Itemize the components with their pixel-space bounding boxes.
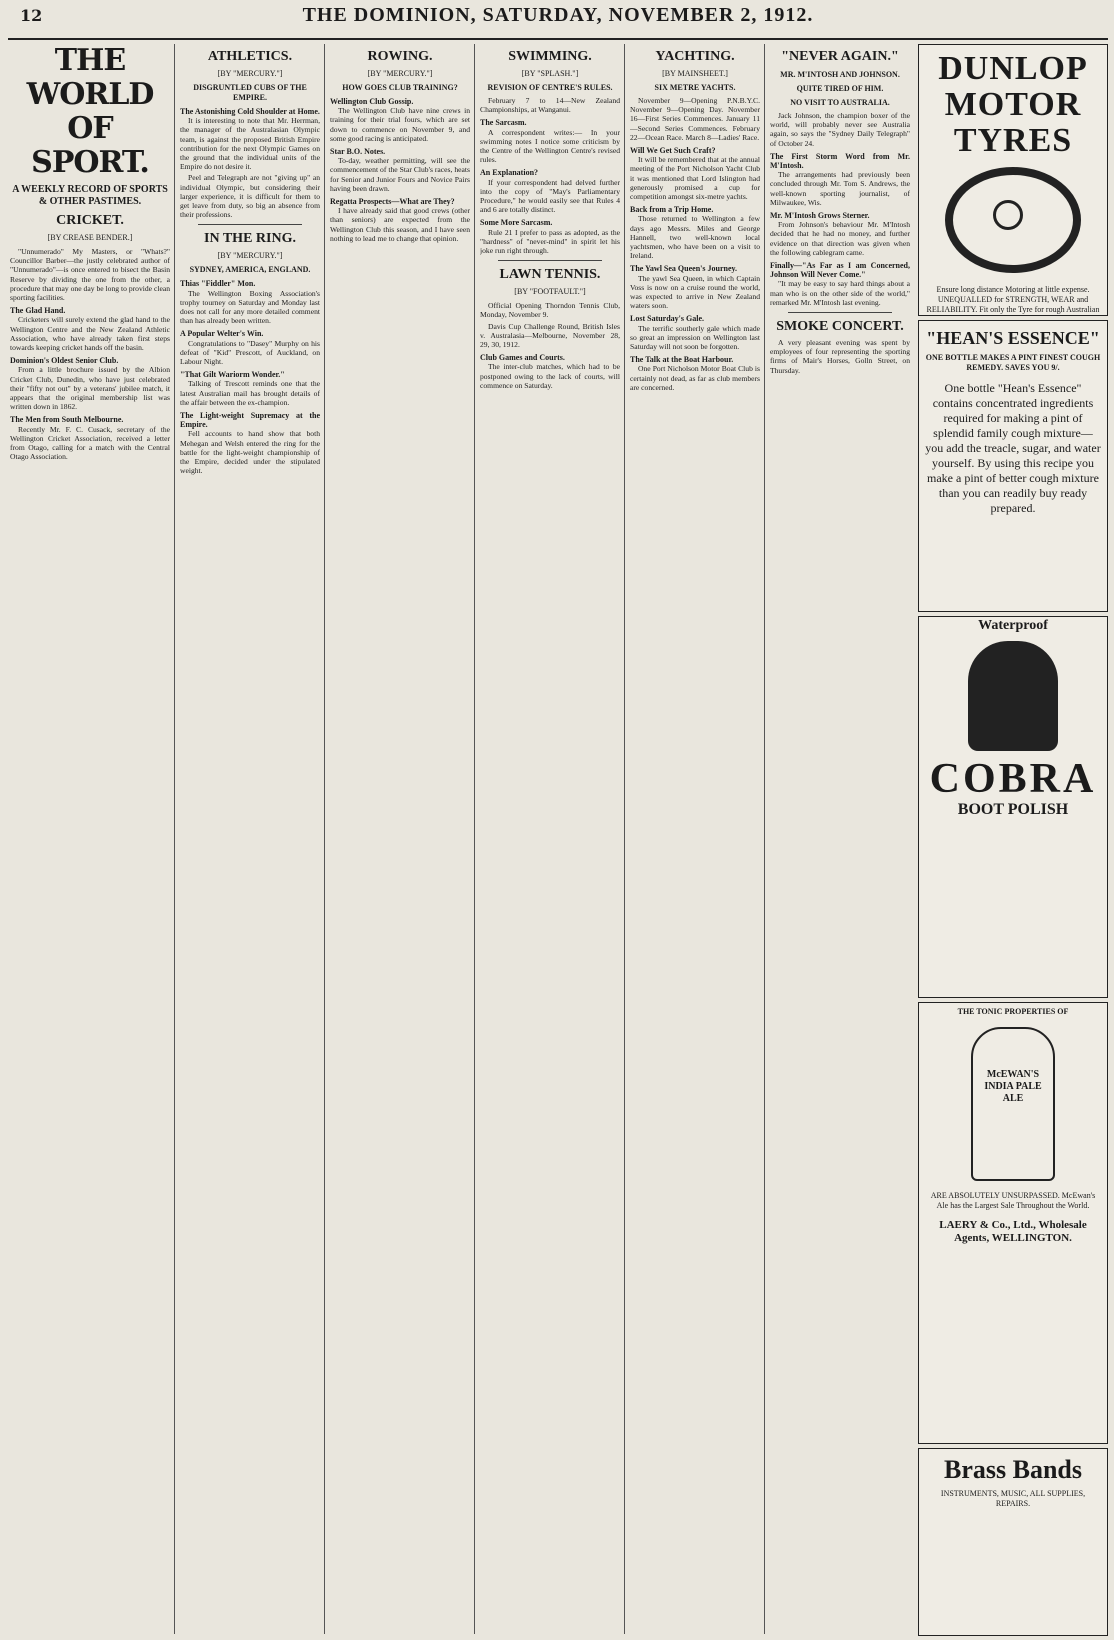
column-cricket xyxy=(10,44,170,1634)
smoke-concert-paragraph: A very pleasant evening was spent by employees of four representing the sporting firms of Mair's Horses, Golln Street, on Thursday. xyxy=(770,338,910,375)
brass-bands-ad xyxy=(918,1448,1108,1636)
heans-ad-title: "HEAN'S ESSENCE" xyxy=(926,328,1100,348)
rowing-byline: [BY "MERCURY."] xyxy=(367,69,433,78)
cricket-heading: CRICKET. xyxy=(56,213,124,228)
never-again-paragraph: Jack Johnson, the champion boxer of the world, will probably never see Australia again, so says the "Sydney Daily Telegraph" of October 24. xyxy=(770,111,910,148)
yachting-paragraph: The terrific southerly gale which made so great an impression on Wellington last Saturday will not soon be forgotten. xyxy=(630,323,760,352)
cricket-paragraph: From a little brochure issued by the Albion Cricket Club, Dunedin, who have just celebrated their "fifty not out" by a veterans' jubilee match, it appears that the original membership list was written down in 1862. xyxy=(10,365,170,412)
ring-subhead: A Popular Welter's Win. xyxy=(180,329,264,339)
rowing-subhead: Wellington Club Gossip. xyxy=(330,97,414,106)
column-yachting xyxy=(630,44,760,1634)
swimming-subhead: Some More Sarcasm. xyxy=(480,218,553,228)
cricket-subhead: Dominion's Oldest Senior Club. xyxy=(10,356,119,366)
masthead xyxy=(8,0,1108,40)
rowing-paragraph: I have already said that good crews (other than seniors) are expected from the Wellington Club this season, and I have seen nothing to lead me to change that opinion. xyxy=(330,206,470,243)
tennis-paragraph: Davis Cup Challenge Round, British Isles v. Australasia—Melbourne, November 28, 29, 30, 1912. xyxy=(480,321,620,350)
never-again-subhead: Mr. M'Intosh Grows Sterner. xyxy=(770,211,870,221)
ring-paragraph: Fell accounts to hand show that both Mehegan and Welsh entered the ring for the battle for the light-weight championship of the Empire, decided under the stipulated weight. xyxy=(180,429,320,476)
ring-subhead: The Light-weight Supremacy at the Empire. xyxy=(180,411,320,430)
never-again-subhead: Finally—"As Far as I am Concerned, Johnson Will Never Come." xyxy=(770,261,910,280)
column-rowing xyxy=(330,44,470,1634)
heans-essence-ad xyxy=(918,320,1108,612)
ring-subhead: "That Gilt Wariorm Wonder." xyxy=(180,370,285,380)
cobra-polish-ad xyxy=(918,616,1108,998)
yachting-subhead: The Talk at the Boat Harbour. xyxy=(630,355,734,365)
column-swimming xyxy=(480,44,620,1634)
ring-paragraph: Congratulations to "Dasey" Murphy on his defeat of "Kid" Prescott, of Auckland, on Labour Night. xyxy=(180,338,320,367)
swimming-paragraph: If your correspondent had delved further into the copy of "May's Parliamentary Procedure," he would easily see that Rules 4 and 6 are totally distinct. xyxy=(480,177,620,215)
dunlop-ad-title: DUNLOP MOTOR TYRES xyxy=(938,50,1088,159)
column-rule xyxy=(474,44,475,1634)
never-again-headline: QUITE TIRED OF HIM. xyxy=(796,84,884,93)
swimming-paragraph: A correspondent writes:— In your swimming notes I notice some criticism by the Centre of the Wellington Centre's revised rules. xyxy=(480,127,620,165)
never-again-heading: "NEVER AGAIN." xyxy=(781,49,899,64)
swimming-dates: February 7 to 14—New Zealand Championships, at Wanganui. xyxy=(480,96,620,115)
yachting-heading: YACHTING. xyxy=(655,49,735,64)
mcewan-ad-agent: LAERY & Co., Ltd., Wholesale Agents, WELLINGTON. xyxy=(939,1219,1087,1244)
smoke-concert-heading: SMOKE CONCERT. xyxy=(776,319,904,335)
yachting-subhead: Lost Saturday's Gale. xyxy=(630,314,705,324)
yachting-paragraph: Those returned to Wellington a few days ago Messrs. Miles and George Hannell, two well-known local yachtsmen, who have been on a visit to Ireland. xyxy=(630,214,760,261)
never-again-subhead: The First Storm Word from Mr. M'Intosh. xyxy=(770,151,910,171)
cobra-ad-title: COBRA xyxy=(929,756,1097,802)
mcewan-bottle-label: McEWAN'S INDIA PALE ALE xyxy=(984,1069,1042,1104)
rowing-paragraph: To-day, weather permitting, will see the commencement of the Star Club's races, heats for Senior and Junior Fours and Novice Pairs having been drawn. xyxy=(330,156,470,193)
rowing-subhead: Regatta Prospects—What are They? xyxy=(330,197,455,207)
column-rule xyxy=(174,44,175,1634)
swimming-heading: SWIMMING. xyxy=(508,49,592,64)
ring-headline: SYDNEY, AMERICA, ENGLAND. xyxy=(189,265,311,275)
cricket-subhead: The Men from South Melbourne. xyxy=(10,415,124,425)
never-again-paragraph: From Johnson's behaviour Mr. M'Intosh decided that he had no money, and further evidence on that direction was given when the following cablegram came. xyxy=(770,220,910,257)
ring-heading: IN THE RING. xyxy=(204,231,296,247)
mcewan-ad-text: ARE ABSOLUTELY UNSURPASSED. McEwan's Ale has the Largest Sale Throughout the World. xyxy=(930,1191,1096,1210)
yachting-paragraph: One Port Nicholson Motor Boat Club is certainly not dead, as far as club members are concerned. xyxy=(630,364,760,392)
cricket-byline: [BY CREASE BENDER.] xyxy=(47,233,133,242)
cricket-subhead: The Glad Hand. xyxy=(10,306,66,316)
yachting-paragraph: The yawl Sea Queen, in which Captain Voss is now on a cruise round the world, was expected to arrive in New Zealand waters soon. xyxy=(630,273,760,311)
brass-ad-title: Brass Bands xyxy=(944,1455,1082,1484)
world-of-sport-title: THE WORLD OF SPORT. xyxy=(26,44,154,180)
tennis-heading: LAWN TENNIS. xyxy=(499,267,601,283)
never-again-paragraph: "It may be easy to say hard things about a man who is on the other side of the world," remarked Mr. M'Intosh last evening. xyxy=(770,279,910,307)
column-never-again xyxy=(770,44,910,1634)
cricket-paragraph: Cricketers will surely extend the glad hand to the Wellington Centre and the New Zealand Athletic Association, who have already taken first steps towards keeping cricket hands off the basin. xyxy=(10,315,170,353)
yachting-subhead: Will We Get Such Craft? xyxy=(630,146,716,156)
divider xyxy=(498,260,602,261)
dunlop-ad xyxy=(918,44,1108,316)
ring-byline: [BY "MERCURY."] xyxy=(217,251,283,261)
brass-ad-text: INSTRUMENTS, MUSIC, ALL SUPPLIES, REPAIRS. xyxy=(940,1489,1086,1508)
mcewan-ad-title: THE TONIC PROPERTIES OF xyxy=(957,1007,1069,1016)
column-athletics xyxy=(180,44,320,1634)
bottle-icon xyxy=(971,1027,1055,1181)
cobra-ad-subtitle: BOOT POLISH xyxy=(957,801,1069,818)
heans-ad-text: One bottle "Hean's Essence" contains concentrated ingredients required for making a pint of splendid family cough mixture—you add the treacle, sugar, and water yourself. By using this recipe you make a pint of better cough mixture than you can readily buy ready prepared. xyxy=(925,381,1101,515)
rowing-subhead: Star B.O. Notes. xyxy=(330,147,386,157)
ring-paragraph: Talking of Trescott reminds one that the latest Australian mail has brought details of the affair between the ex-champion. xyxy=(180,379,320,407)
tennis-paragraph: The inter-club matches, which had to be postponed owing to the lack of courts, will commence on Saturday. xyxy=(480,362,620,390)
column-rule xyxy=(624,44,625,1634)
column-rule xyxy=(324,44,325,1634)
never-again-headline: MR. M'INTOSH AND JOHNSON. xyxy=(780,70,900,79)
swimming-byline: [BY "SPLASH."] xyxy=(521,69,579,78)
divider xyxy=(198,224,302,225)
yachting-headline: SIX METRE YACHTS. xyxy=(654,83,736,92)
cricket-paragraph: "Unnumerado" My Masters, or "Whats?" Councillor Barber—the justly celebrated author of "Unnumerado"—is once entered to bisect the Basin Reserve by dividing the one from the other, a procedure that may one day be long to provide clean sporting facilities. xyxy=(10,247,170,303)
ring-paragraph: The Wellington Boxing Association's trophy tourney on Saturday and Monday last does not call for any more detailed comment than has already been written. xyxy=(180,288,320,326)
swimming-subhead: The Sarcasm. xyxy=(480,118,527,128)
paper-title: THE DOMINION, SATURDAY, NOVEMBER 2, 1912. xyxy=(302,4,814,26)
swimming-subhead: An Explanation? xyxy=(480,168,539,178)
never-again-headline: NO VISIT TO AUSTRALIA. xyxy=(790,98,890,107)
cricket-paragraph: Recently Mr. F. C. Cusack, secretary of the Wellington Cricket Association, received a letter from Otago, calling for a match with the Central Otago Association. xyxy=(10,424,170,462)
yachting-subhead: Back from a Trip Home. xyxy=(630,205,714,215)
yachting-paragraph: It will be remembered that at the annual meeting of the Port Nicholson Yacht Club it was mentioned that Lord Islington had generously promised a cup for competition amongst six-metre yachts. xyxy=(630,155,760,202)
tennis-subhead: Club Games and Courts. xyxy=(480,353,565,363)
world-of-sport-subtitle: A WEEKLY RECORD OF SPORTS & OTHER PASTIMES. xyxy=(12,184,168,207)
boot-icon xyxy=(968,641,1058,751)
athletics-paragraph: Peel and Telegraph are not "giving up" an individual Olympic, but considering their larger experience, it is difficult for them to get leave from duty, so big an absence from their professions. xyxy=(180,173,320,220)
yachting-subhead: The Yawl Sea Queen's Journey. xyxy=(630,264,738,274)
rowing-paragraph: The Wellington Club have nine crews in training for their trial fours, which are set down to commence on November 9, and some good racing is anticipated. xyxy=(330,106,470,143)
athletics-paragraph: It is interesting to note that Mr. Herrman, the manager of the Australasian Olympic team, is against the proposed British Empire contribution for the next Olympic Games on the ground that the individual units of the Empire do not desire it. xyxy=(180,116,320,172)
dunlop-ad-text: Ensure long distance Motoring at little expense. UNEQUALLED for STRENGTH, WEAR and RELIABILITY. Fit only the Tyre for rough Australian xyxy=(926,285,1100,314)
athletics-heading: ATHLETICS. xyxy=(207,49,293,64)
rowing-heading: ROWING. xyxy=(367,49,433,64)
rowing-headline: HOW GOES CLUB TRAINING? xyxy=(342,83,458,92)
column-rule xyxy=(764,44,765,1634)
page-number: 12 xyxy=(20,6,43,25)
tyre-icon xyxy=(945,167,1081,273)
yachting-dates: November 9—Opening P.N.B.Y.C. November 9—Opening Day. November 16—First Series Commences. January 11—Second Series Commences. February 22—Ocean Race. March 8—Ladies' Race. xyxy=(630,96,760,142)
swimming-headline: REVISION OF CENTRE'S RULES. xyxy=(487,83,613,92)
tennis-paragraph: Official Opening Thorndon Tennis Club, Monday, November 9. xyxy=(480,301,620,320)
divider xyxy=(788,312,892,313)
tennis-byline: [BY "FOOTFAULT."] xyxy=(514,287,586,297)
cobra-ad-top: Waterproof xyxy=(978,618,1048,633)
athletics-headline: DISGRUNTLED CUBS OF THE EMPIRE. xyxy=(193,83,307,102)
yachting-byline: [BY MAINSHEET.] xyxy=(662,69,728,78)
heans-ad-subtitle: ONE BOTTLE MAKES A PINT FINEST COUGH REMEDY. SAVES YOU 9/. xyxy=(925,353,1101,372)
ring-subhead: Thias "Fiddler" Mon. xyxy=(180,279,256,289)
mcewans-ale-ad xyxy=(918,1002,1108,1444)
athletics-subhead: The Astonishing Cold Shoulder at Home. xyxy=(180,107,320,116)
athletics-byline: [BY "MERCURY."] xyxy=(217,69,283,78)
never-again-paragraph: The arrangements had previously been concluded through Mr. Tom S. Andrews, the well-known sporting journalist, of Milwaukee, Wis. xyxy=(770,170,910,207)
swimming-paragraph: Rule 21 I prefer to pass as adopted, as the "hardness" of "never-mind" in spirit let his joke run right through. xyxy=(480,227,620,256)
